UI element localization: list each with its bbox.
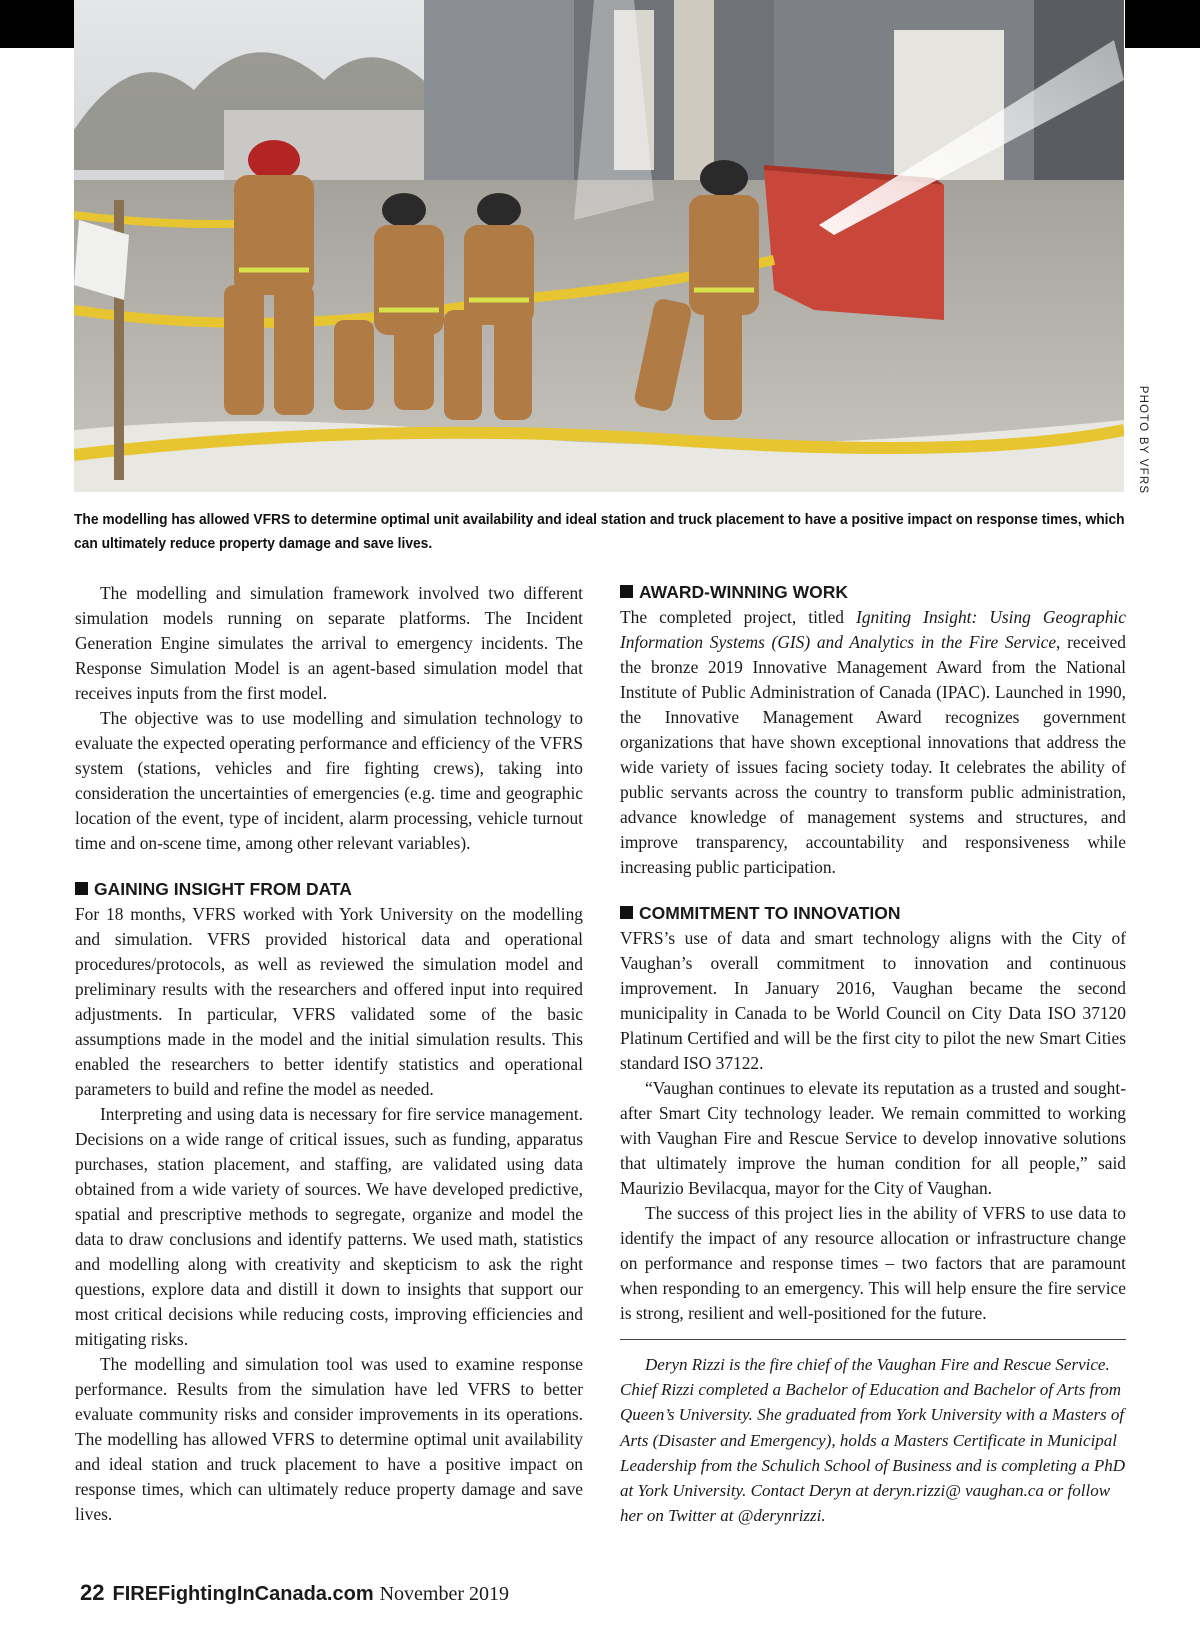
photo-credit-text: PHOTO BY VFRS	[1137, 385, 1149, 495]
paragraph: The success of this project lies in the ability of VFRS to use data to identify the impact of any resource allocation or infrastructure change on performance and response times – two factors that are paramount when responding to an emergency. This will help ensure the fire service is strong, resilient and well-positioned for the future.	[620, 1203, 1126, 1323]
paragraph: VFRS’s use of data and smart technology aligns with the City of Vaughan’s overall commitment to innovation and continuous improvement. In January 2016, Vaughan became the second municipality in Canada to be World Council on City Data ISO 37120 Platinum Certified and will be the first city to pilot the new Smart Cities standard ISO 37122.	[620, 928, 1126, 1073]
paragraph: For 18 months, VFRS worked with York University on the modelling and simulation. VFRS provided historical data and operational procedures/protocols, as well as reviewed the simulation model and preliminary results with the researchers and offered input into required adjustments. In particular, VFRS validated some of the basic assumptions made in the model and the initial simulation results. This enabled the researchers to better identify statistics and operational parameters to build and refine the model as needed.	[75, 904, 583, 1099]
paragraph: The modelling and simulation tool was used to examine response performance. Results from the simulation have led VFRS to better evaluate community risks and consider improvements in its operations. The modelling has allowed VFRS to determine optimal unit availability and ideal station and truck placement to have a positive impact on response times, which can ultimately reduce property damage and save lives.	[75, 1354, 583, 1524]
square-bullet-icon	[620, 906, 633, 919]
paragraph-text: The completed project, titled	[620, 607, 857, 627]
section-heading-text: AWARD-WINNING WORK	[639, 582, 849, 602]
right-column	[620, 581, 1126, 1528]
paragraph	[620, 605, 1126, 880]
paragraph: Interpreting and using data is necessary for fire service management. Decisions on a wide range of critical issues, such as funding, apparatus purchases, station placement, and staffing, are validated using data obtained from a wide variety of sources. We have developed predictive, spatial and prescriptive methods to segregate, organize and model the data to draw conclusions and identify patterns. We used math, statistics and modelling along with creativity and skepticism to ask the right questions, explore data and distill it down to insights that support our most critical decisions while reducing costs, improving efficiencies and mitigating risks.	[75, 1104, 583, 1349]
page-number: 22	[80, 1580, 105, 1605]
project-title: Igniting Insight: Using Geographic Information Systems (GIS) and Analytics in the Fire Service	[620, 607, 1126, 652]
square-bullet-icon	[75, 882, 88, 895]
author-bio: Deryn Rizzi is the fire chief of the Vaughan Fire and Rescue Service. Chief Rizzi completed a Bachelor of Education and Bachelor of Arts from Queen’s University. She graduated from York University with a Masters of Arts (Disaster and Emergency), holds a Masters Certificate in Municipal Leadership from the Schulich School of Business and is completing a PhD at York University. Contact Deryn at deryn.rizzi@ vaughan.ca or follow her on Twitter at @derynrizzi.	[620, 1355, 1126, 1526]
magazine-name: FIREFightingInCanada.com	[112, 1583, 374, 1605]
section-heading-text: GAINING INSIGHT FROM DATA	[94, 879, 352, 899]
corner-block-right	[1125, 0, 1200, 48]
issue-date: November 2019	[379, 1583, 510, 1605]
paragraph-text: , received the bronze 2019 Innovative Management Award from the National Institute of Public Administration of Canada (IPAC). Launched in 1990, the Innovative Management Award recognizes government organizations that have shown exceptional innovations that address the wide variety of issues facing society today. It celebrates the ability of public servants across the country to transform public administration, advance knowledge of management systems and structures, and improve transparency, accountability and responsiveness while increasing public participation.	[620, 632, 1126, 877]
photo-caption: The modelling has allowed VFRS to determine optimal unit availability and ideal station and truck placement to have a positive impact on response times, which can ultimately reduce property damage and save lives.	[74, 511, 1125, 552]
section-heading	[620, 579, 1126, 605]
square-bullet-icon	[620, 585, 633, 598]
corner-block-left	[0, 0, 74, 48]
page-footer	[80, 1578, 509, 1609]
left-column	[75, 581, 583, 1527]
section-heading-text: COMMITMENT TO INNOVATION	[639, 903, 901, 923]
firefighters-photo	[74, 0, 1124, 492]
paragraph: The objective was to use modelling and simulation technology to evaluate the expected operating performance and efficiency of the VFRS system (stations, vehicles and fire fighting crews), taking into consideration the uncertainties of emergencies (e.g. time and geographic location of the event, type of incident, alarm processing, vehicle turnout time and on-scene time, among other relevant variables).	[75, 708, 583, 853]
divider	[620, 1339, 1126, 1340]
photo-credit	[1132, 385, 1154, 495]
paragraph: “Vaughan continues to elevate its reputation as a trusted and sought-after Smart City technology leader. We remain committed to working with Vaughan Fire and Rescue Service to develop innovative solutions that ultimately improve the human condition for all people,” said Maurizio Bevilacqua, mayor for the City of Vaughan.	[620, 1078, 1126, 1198]
section-heading	[75, 876, 583, 902]
paragraph: The modelling and simulation framework involved two different simulation models running on separate platforms. The Incident Generation Engine simulates the arrival to emergency incidents. The Response Simulation Model is an agent-based simulation model that receives inputs from the first model.	[75, 583, 583, 703]
section-heading	[620, 900, 1126, 926]
